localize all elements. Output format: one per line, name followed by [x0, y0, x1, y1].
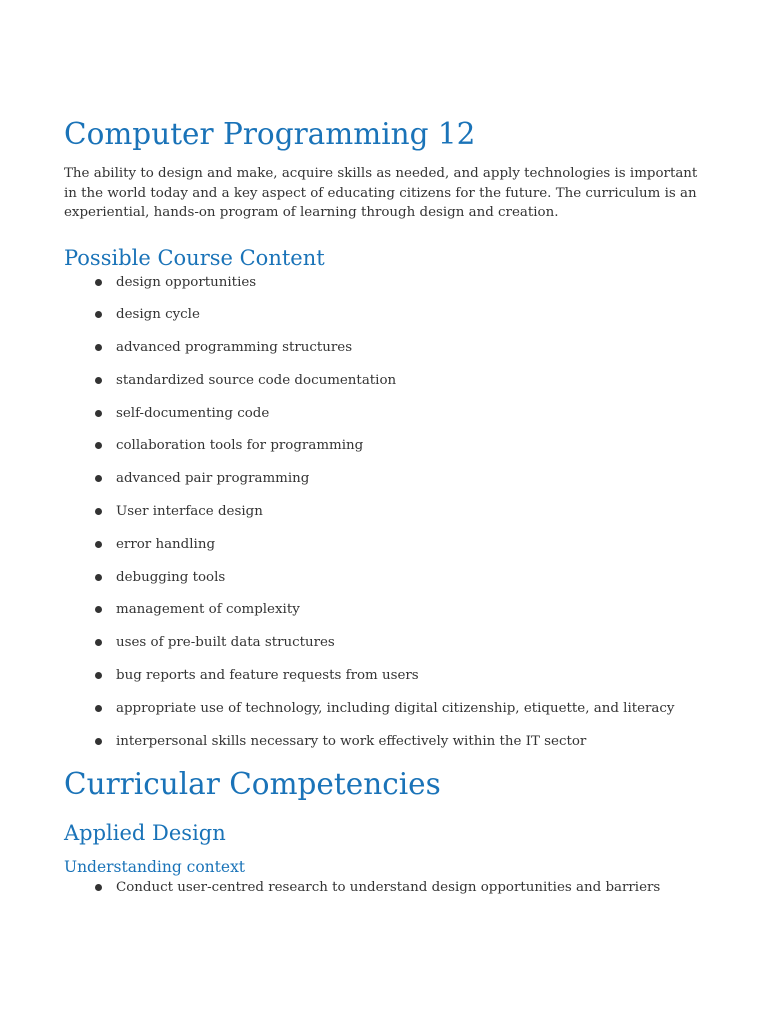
- list-item-text: uses of pre-built data structures: [116, 635, 335, 651]
- bullet-icon: [95, 672, 102, 679]
- list-item: [116, 535, 708, 568]
- bullet-icon: [95, 410, 102, 417]
- bullet-icon: [95, 442, 102, 449]
- intro-paragraph: The ability to design and make, acquire skills as needed, and apply technologies is important in the world today and a key aspect of educating citizens for the future. The curriculum is an experiential, hands-on program of learning through design and creation.: [64, 166, 698, 220]
- list-item: [116, 404, 708, 437]
- list-item: [116, 600, 708, 633]
- list-item-text: design cycle: [116, 307, 200, 323]
- list-item: [116, 371, 708, 404]
- subsection-heading-applied-design: Applied Design: [64, 821, 226, 846]
- list-item-text: advanced programming structures: [116, 340, 353, 356]
- list-item-text: interpersonal skills necessary to work effectively within the IT sector: [116, 733, 587, 749]
- list-item: [116, 502, 708, 535]
- list-item-text: appropriate use of technology, including digital citizenship, etiquette, and literacy: [116, 700, 675, 716]
- list-item-text: advanced pair programming: [116, 471, 310, 487]
- list-item-text: error handling: [116, 536, 216, 552]
- list-item-text: standardized source code documentation: [116, 372, 397, 388]
- subsubsection-heading-understanding-context: Understanding context: [64, 858, 246, 877]
- list-item-text: collaboration tools for programming: [116, 438, 364, 454]
- bullet-icon: [95, 639, 102, 646]
- list-item: [116, 633, 708, 666]
- bullet-icon: [95, 311, 102, 318]
- list-item: [116, 699, 708, 732]
- page-title: Computer Programming 12: [64, 117, 476, 151]
- list-item: [116, 878, 708, 911]
- list-item: [116, 666, 708, 699]
- list-item: [116, 469, 708, 502]
- bullet-icon: [95, 377, 102, 384]
- section-heading-course-content: Possible Course Content: [64, 245, 325, 270]
- list-item: [116, 273, 708, 306]
- understanding-context-list: [64, 878, 708, 911]
- course-content-list: [64, 273, 708, 765]
- list-item-text: Conduct user-centred research to understand design opportunities and barriers: [116, 880, 661, 896]
- bullet-icon: [95, 705, 102, 712]
- bullet-icon: [95, 475, 102, 482]
- list-item: [116, 568, 708, 601]
- list-item-text: design opportunities: [116, 274, 257, 290]
- list-item-text: management of complexity: [116, 602, 300, 618]
- list-item: [116, 436, 708, 469]
- bullet-icon: [95, 344, 102, 351]
- list-item-text: User interface design: [116, 504, 263, 520]
- bullet-icon: [95, 884, 102, 891]
- bullet-icon: [95, 541, 102, 548]
- list-item: [116, 732, 708, 765]
- bullet-icon: [95, 606, 102, 613]
- list-item-text: self-documenting code: [116, 405, 270, 421]
- bullet-icon: [95, 738, 102, 745]
- bullet-icon: [95, 574, 102, 581]
- list-item: [116, 305, 708, 338]
- list-item-text: debugging tools: [116, 569, 226, 585]
- list-item-text: bug reports and feature requests from users: [116, 668, 419, 684]
- list-item: [116, 338, 708, 371]
- bullet-icon: [95, 279, 102, 286]
- section-title-curricular-competencies: Curricular Competencies: [64, 767, 441, 802]
- bullet-icon: [95, 508, 102, 515]
